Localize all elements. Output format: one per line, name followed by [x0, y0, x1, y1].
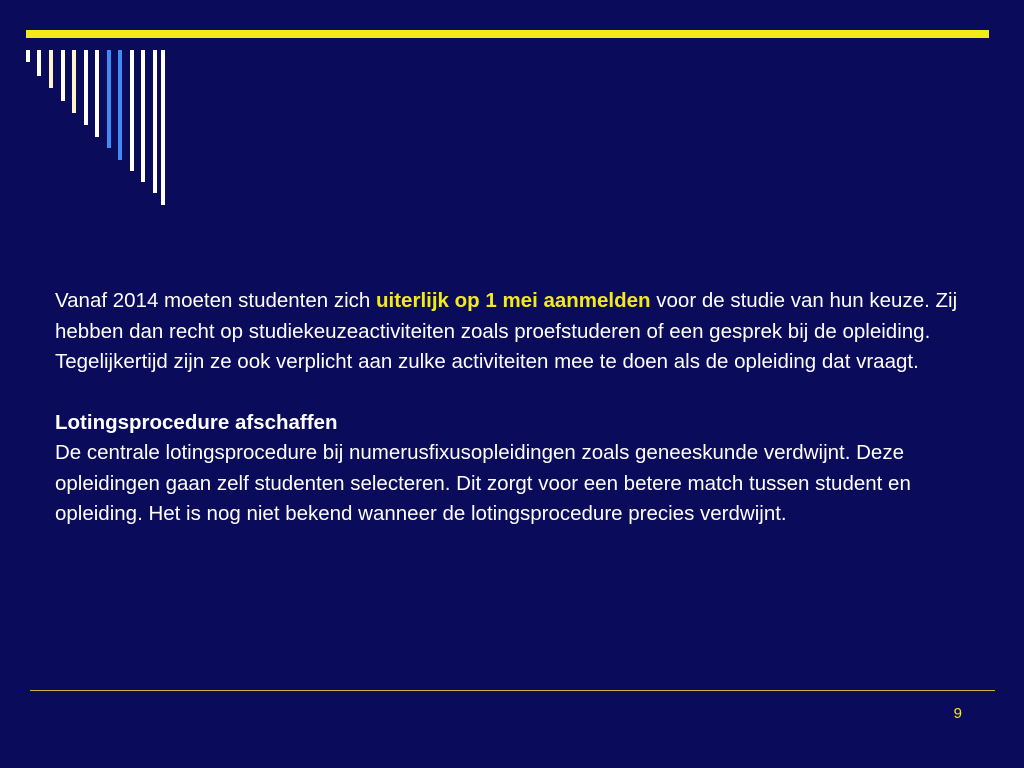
- deadline-highlight: uiterlijk op 1 mei aanmelden: [376, 289, 651, 312]
- page-number: 9: [953, 705, 962, 722]
- decorative-bar: [84, 50, 88, 125]
- section-heading: Lotingsprocedure afschaffen: [55, 410, 338, 434]
- decorative-bar: [26, 50, 30, 62]
- slide-body: [55, 286, 965, 530]
- decorative-bar: [61, 50, 65, 101]
- intro-text-end: voor de studie van hun keuze. Zij hebben dan recht op studiekeuzeactiviteiten zoals proefstuderen of een gesprek bij de opleiding. Tegelijkertijd zijn ze ook verplicht aan zulke activiteiten mee te doen als de opleiding dat vraagt.: [55, 289, 958, 373]
- decorative-bar: [130, 50, 134, 171]
- decorative-bar: [118, 50, 122, 160]
- decorative-bar: [141, 50, 145, 182]
- section-body: De centrale lotingsprocedure bij numerusfixusopleidingen zoals geneeskunde verdwijnt. Deze opleidingen gaan zelf studenten selecteren. Dit zorgt voor een betere match tussen student en opleiding. Het is nog niet bekend wanneer de lotingsprocedure precies verdwijnt.: [55, 441, 911, 525]
- footer-rule: [30, 690, 995, 691]
- decorative-bar: [107, 50, 111, 148]
- intro-paragraph: [55, 286, 965, 378]
- decorative-bar: [153, 50, 157, 193]
- decorative-bar: [95, 50, 99, 137]
- intro-text-start: Vanaf 2014 moeten studenten zich: [55, 289, 377, 312]
- decorative-bar: [72, 50, 76, 113]
- top-accent-rule: [26, 30, 989, 38]
- decorative-bar: [49, 50, 53, 88]
- decorative-bar: [161, 50, 165, 205]
- decorative-bar: [37, 50, 41, 76]
